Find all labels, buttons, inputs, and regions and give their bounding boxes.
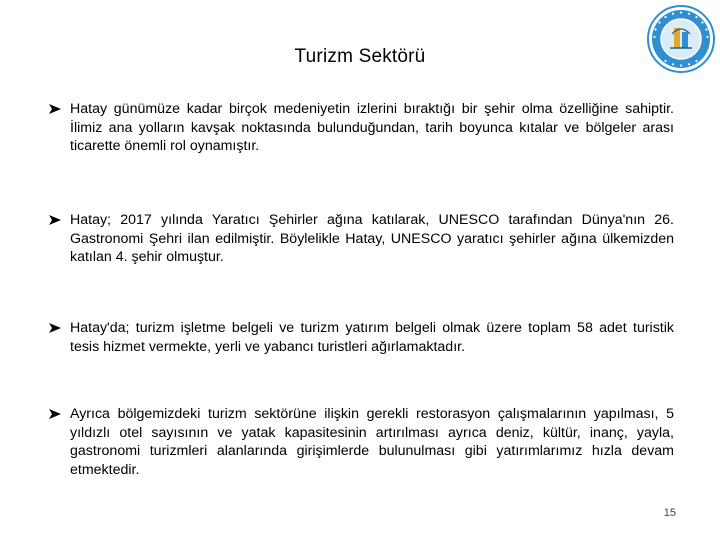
chamber-of-commerce-seal-icon	[646, 4, 716, 74]
arrow-bullet-icon	[48, 100, 70, 115]
bullet-text: Hatay'da; turizm işletme belgeli ve turizm yatırım belgeli olmak üzere toplam 58 adet turistik tesis hizmet vermekte, yerli ve yabancı turistleri ağırlamaktadır.	[70, 320, 674, 355]
bullet-text: Ayrıca bölgemizdeki turizm sektörüne ilişkin gerekli restorasyon çalışmalarının yapılması, 5 yıldızlı otel sayısının ve yatak kapasitesinin artırılması ayrıca deniz, kültür, inanç, yayla, gastronomi turizmleri alanlarında girişimlerde bulunulması gibi yatırımlarımız hızla devam etmektedir.	[70, 406, 674, 478]
bullet-text: Hatay; 2017 yılında Yaratıcı Şehirler ağına katılarak, UNESCO tarafından Dünya'nın 26. Gastronomi Şehri ilan edilmiştir. Böylelikle Hatay, UNESCO yaratıcı şehirler ağına ülkemizden katılan 4. şehir olmuştur.	[70, 212, 674, 265]
list-item	[48, 211, 674, 267]
bullet-text: Hatay günümüze kadar birçok medeniyetin izlerini bıraktığı bir şehir olma özelliğine sahiptir. İlimiz ana yolların kavşak noktasında bulunduğundan, tarih boyunca kıtalar ve bölgeler arası ticarette önemli rol oynamıştır.	[70, 101, 674, 154]
slide-title: Turizm Sektörü	[294, 46, 426, 67]
arrow-bullet-icon	[48, 405, 70, 420]
arrow-bullet-icon	[48, 319, 70, 334]
list-item	[48, 100, 674, 156]
list-item	[48, 405, 674, 479]
arrow-bullet-icon	[48, 211, 70, 226]
list-item	[48, 319, 674, 356]
page-number: 15	[663, 507, 676, 519]
